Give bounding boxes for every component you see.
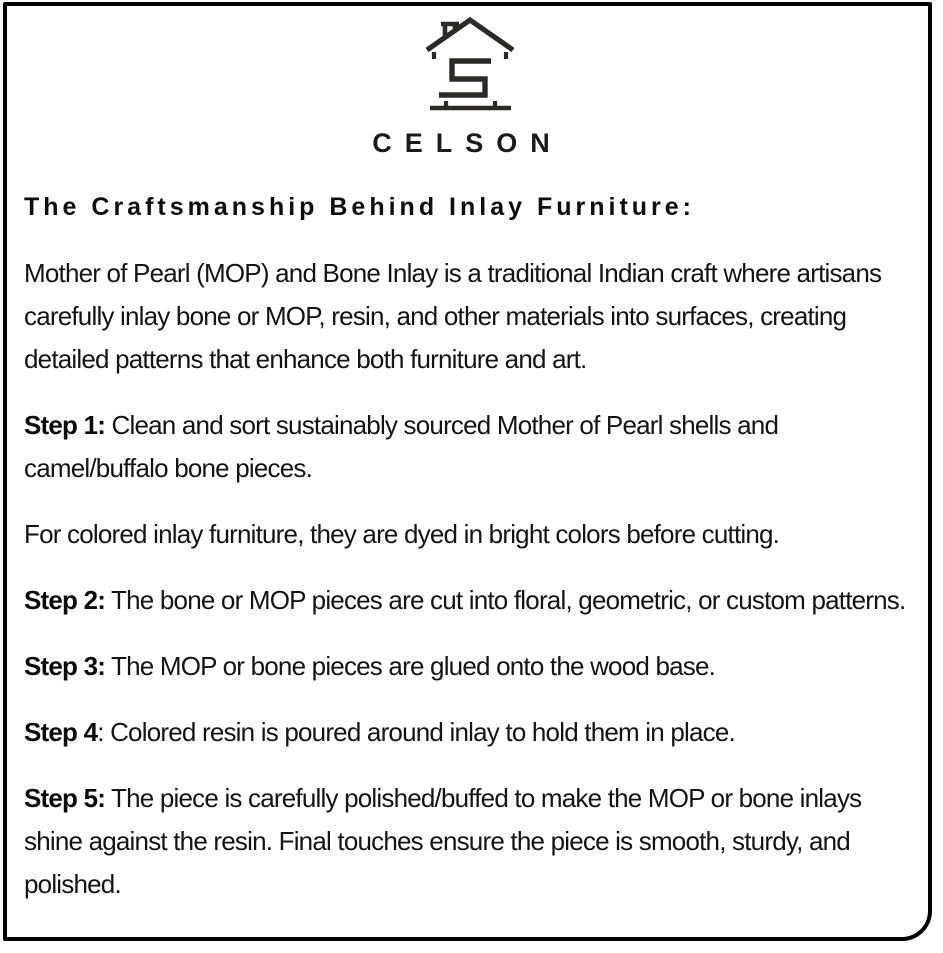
step-3-label: Step 3: bbox=[24, 651, 106, 681]
brand-name: CELSON bbox=[372, 128, 563, 158]
paragraph-text: Mother of Pearl (MOP) and Bone Inlay is a traditional Indian craft where artisans carefully inlay bone or MOP, resin, and other materials into surfaces, creating detailed patterns that enhance both furniture and art. bbox=[24, 258, 882, 374]
step-5-label: Step 5: bbox=[24, 783, 106, 813]
brand-logo bbox=[24, 12, 911, 115]
paragraph-text: Clean and sort sustainably sourced Mother of Pearl shells and camel/buffalo bone pieces. bbox=[24, 410, 779, 483]
page-title: The Craftsmanship Behind Inlay Furniture: bbox=[24, 193, 695, 221]
colored-inlay-paragraph bbox=[24, 513, 911, 556]
step-3-paragraph bbox=[24, 645, 911, 688]
paragraph-text: For colored inlay furniture, they are dyed in bright colors before cutting. bbox=[24, 519, 780, 549]
step-1-label: Step 1: bbox=[24, 410, 106, 440]
step-5-paragraph bbox=[24, 777, 911, 906]
step-1-paragraph bbox=[24, 404, 911, 490]
step-4-paragraph bbox=[24, 711, 911, 754]
paragraph-text: The piece is carefully polished/buffed to make the MOP or bone inlays shine against the resin. Final touches ensure the piece is smooth, sturdy, and polished. bbox=[24, 783, 862, 899]
paragraph-text: : Colored resin is poured around inlay to hold them in place. bbox=[97, 717, 735, 747]
intro-paragraph bbox=[24, 252, 911, 381]
paragraph-text: The bone or MOP pieces are cut into floral, geometric, or custom patterns. bbox=[105, 585, 906, 615]
step-4-label: Step 4 bbox=[24, 717, 98, 747]
house-s-logo-icon bbox=[415, 12, 521, 113]
step-2-label: Step 2: bbox=[24, 585, 106, 615]
paragraph-text: The MOP or bone pieces are glued onto the wood base. bbox=[105, 651, 716, 681]
card-content bbox=[7, 6, 928, 906]
card-border bbox=[3, 2, 932, 941]
step-2-paragraph bbox=[24, 579, 911, 622]
